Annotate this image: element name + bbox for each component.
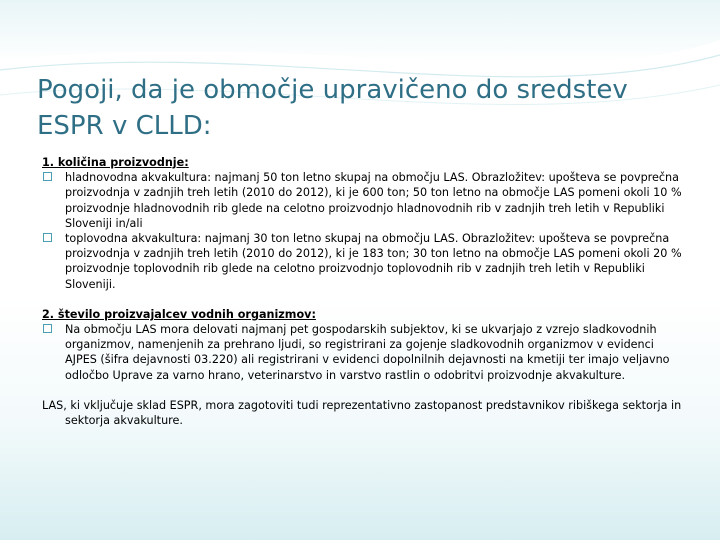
list-item-text: hladnovodna akvakultura: najmanj 50 ton letno skupaj na območju LAS. Obrazložitev: upošteva se povprečna proizvodnja v zadnjih treh letih (2010 do 2012), ki je 600 ton; 50 ton letno na območje LAS pomeni okoli 10 % proizvodnje hladnovodnih rib glede na celotno proizvodnjo hladnovodnih rib v zadnjih treh letih v Republiki Sloveniji in/ali (65, 171, 682, 230)
closing-paragraph: LAS, ki vključuje sklad ESPR, mora zagotoviti tudi reprezentativno zastopanost predstavnikov ribiškega sektorja in sektorja akvakulture. (42, 398, 682, 428)
spacer (42, 292, 682, 307)
list-item-text: toplovodna akvakultura: najmanj 30 ton letno skupaj na območju LAS. Obrazložitev: upošteva se povprečna proizvodnja v zadnjih treh letih (2010 do 2012), ki je 183 ton; 30 ton letno na območje LAS pomeni okoli 20 % proizvodnje toplovodnih rib glede na celotno proizvodnjo toplovodnih rib v zadnjih treh letih v Republiki Sloveniji. (65, 232, 682, 291)
slide-title: Pogoji, da je območje upravičeno do sredstev ESPR v CLLD: (37, 75, 628, 141)
checkbox-bullet-icon (43, 172, 52, 181)
list-item (42, 322, 682, 383)
slide-body (42, 155, 682, 428)
section-heading-producer-count: 2. število proizvajalcev vodnih organizmov: (42, 307, 316, 321)
list-item-text: Na območju LAS mora delovati najmanj pet gospodarskih subjektov, ki se ukvarjajo z vzrejo sladkovodnih organizmov, namenjenih za prehrano ljudi, so registrirani za gojenje sladkovodnih organizmov v evidenci AJPES (šifra dejavnosti 03.220) ali registrirani v evidenci dopolnilnih dejavnosti na kmetiji ter imajo veljavno odločbo Uprave za varno hrano, veterinarstvo in varstvo rastlin o odobritvi proizvodnje akvakulture. (65, 323, 670, 382)
list-item (42, 231, 682, 292)
section-heading-production-volume: 1. količina proizvodnje: (42, 156, 189, 169)
list-item (42, 170, 682, 231)
spacer (42, 383, 682, 398)
checkbox-bullet-icon (43, 324, 52, 333)
checkbox-bullet-icon (43, 233, 52, 242)
